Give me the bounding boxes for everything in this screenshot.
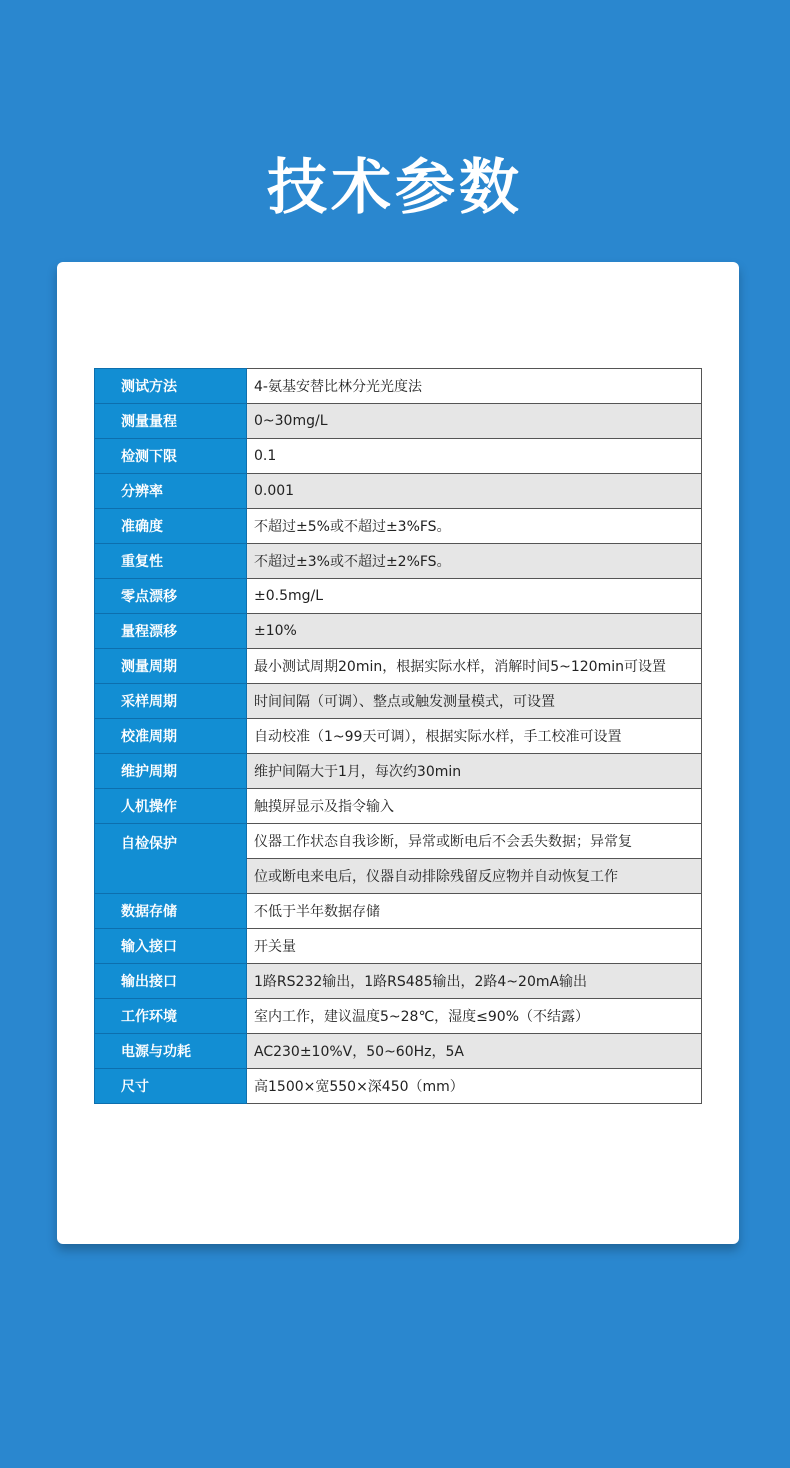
- spec-label: 人机操作: [95, 789, 247, 824]
- spec-label: 零点漂移: [95, 579, 247, 614]
- spec-label: 测量量程: [95, 404, 247, 439]
- spec-label: 检测下限: [95, 439, 247, 474]
- table-row: [95, 439, 702, 474]
- page-title: 技术参数: [267, 153, 523, 223]
- spec-value: 高1500×宽550×深450（mm）: [247, 1069, 702, 1104]
- spec-label: 尺寸: [95, 1069, 247, 1104]
- spec-label: 分辨率: [95, 474, 247, 509]
- spec-value: 1路RS232输出，1路RS485输出，2路4~20mA输出: [247, 964, 702, 999]
- table-row: [95, 894, 702, 929]
- spec-value: 维护间隔大于1月，每次约30min: [247, 754, 702, 789]
- spec-value: 仪器工作状态自我诊断，异常或断电后不会丢失数据；异常复: [247, 824, 702, 859]
- spec-value: 最小测试周期20min，根据实际水样，消解时间5~120min可设置: [247, 649, 702, 684]
- spec-label: 维护周期: [95, 754, 247, 789]
- table-row: [95, 474, 702, 509]
- spec-label: 自检保护: [95, 824, 247, 894]
- table-row: [95, 579, 702, 614]
- spec-label: 采样周期: [95, 684, 247, 719]
- spec-value: 室内工作，建议温度5~28℃，湿度≤90%（不结露）: [247, 999, 702, 1034]
- spec-label: 量程漂移: [95, 614, 247, 649]
- spec-value: 不超过±3%或不超过±2%FS。: [247, 544, 702, 579]
- table-row: [95, 649, 702, 684]
- spec-value: 开关量: [247, 929, 702, 964]
- spec-label: 重复性: [95, 544, 247, 579]
- spec-value: 0~30mg/L: [247, 404, 702, 439]
- spec-value: 时间间隔（可调）、整点或触发测量模式，可设置: [247, 684, 702, 719]
- spec-value: 不低于半年数据存储: [247, 894, 702, 929]
- spec-value: 触摸屏显示及指令输入: [247, 789, 702, 824]
- table-row: [95, 509, 702, 544]
- spec-value: 0.1: [247, 439, 702, 474]
- table-row: [95, 929, 702, 964]
- spec-label: 准确度: [95, 509, 247, 544]
- spec-value: 位或断电来电后，仪器自动排除残留反应物并自动恢复工作: [247, 859, 702, 894]
- spec-label: 校准周期: [95, 719, 247, 754]
- spec-label: 输出接口: [95, 964, 247, 999]
- table-row: [95, 1069, 702, 1104]
- spec-value: 0.001: [247, 474, 702, 509]
- table-row: [95, 684, 702, 719]
- table-row: [95, 614, 702, 649]
- spec-label: 测试方法: [95, 369, 247, 404]
- table-row: [95, 719, 702, 754]
- table-row: [95, 964, 702, 999]
- spec-value: 不超过±5%或不超过±3%FS。: [247, 509, 702, 544]
- table-row: [95, 754, 702, 789]
- table-row: [95, 999, 702, 1034]
- table-row: [95, 824, 702, 859]
- table-row: [95, 1034, 702, 1069]
- spec-value: AC230±10%V，50~60Hz，5A: [247, 1034, 702, 1069]
- spec-label: 工作环境: [95, 999, 247, 1034]
- spec-label: 数据存储: [95, 894, 247, 929]
- spec-label: 输入接口: [95, 929, 247, 964]
- specs-table: [94, 368, 702, 1104]
- spec-value: ±0.5mg/L: [247, 579, 702, 614]
- spec-label: 电源与功耗: [95, 1034, 247, 1069]
- spec-value: 自动校准（1~99天可调），根据实际水样，手工校准可设置: [247, 719, 702, 754]
- table-row: [95, 369, 702, 404]
- table-row: [95, 789, 702, 824]
- table-row: [95, 544, 702, 579]
- spec-value: 4-氨基安替比林分光光度法: [247, 369, 702, 404]
- spec-label: 测量周期: [95, 649, 247, 684]
- table-row: [95, 404, 702, 439]
- spec-value: ±10%: [247, 614, 702, 649]
